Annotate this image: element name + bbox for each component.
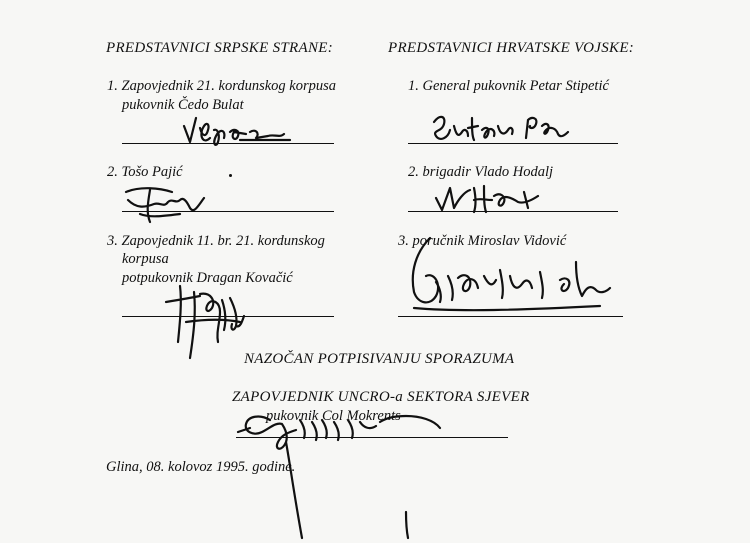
left-entry-1-line2: pukovnik Čedo Bulat bbox=[122, 97, 244, 113]
left-entry-3-line1: 3. Zapovjednik 11. br. 21. kordunskog bbox=[107, 233, 325, 249]
right-entry-1-line1: 1. General pukovnik Petar Stipetić bbox=[408, 78, 609, 94]
right-heading: PREDSTAVNICI HRVATSKE VOJSKE: bbox=[388, 40, 635, 56]
signature-bulat bbox=[180, 108, 300, 153]
witness-role: ZAPOVJEDNIK UNCRO-a SEKTORA SJEVER bbox=[232, 389, 530, 405]
signature-kovacic bbox=[160, 282, 260, 362]
ink-dot bbox=[229, 174, 232, 177]
witness-title: NAZOČAN POTPISIVANJU SPORAZUMA bbox=[244, 351, 515, 367]
right-entry-2-line1: 2. brigadir Vlado Hodalj bbox=[408, 164, 554, 180]
signature-mokrents bbox=[230, 402, 460, 542]
left-heading: PREDSTAVNICI SRPSKE STRANE: bbox=[106, 40, 334, 56]
right-entry-3-line1: 3. poručnik Miroslav Vidović bbox=[398, 233, 567, 249]
left-entry-1-line1: 1. Zapovjednik 21. kordunskog korpusa bbox=[107, 78, 337, 94]
signature-hodalj bbox=[428, 178, 558, 218]
witness-name: pukovnik Col Mokrents bbox=[266, 408, 401, 424]
left-entry-3-line3: potpukovnik Dragan Kovačić bbox=[122, 270, 293, 286]
signature-stipetic bbox=[428, 108, 578, 148]
signature-vidovic bbox=[400, 232, 620, 322]
left-entry-3-line2: korpusa bbox=[122, 251, 169, 267]
place-date: Glina, 08. kolovoz 1995. godine. bbox=[106, 459, 296, 475]
left-entry-2-line1: 2. Tošo Pajić bbox=[107, 164, 183, 180]
signature-pajic bbox=[120, 178, 220, 228]
